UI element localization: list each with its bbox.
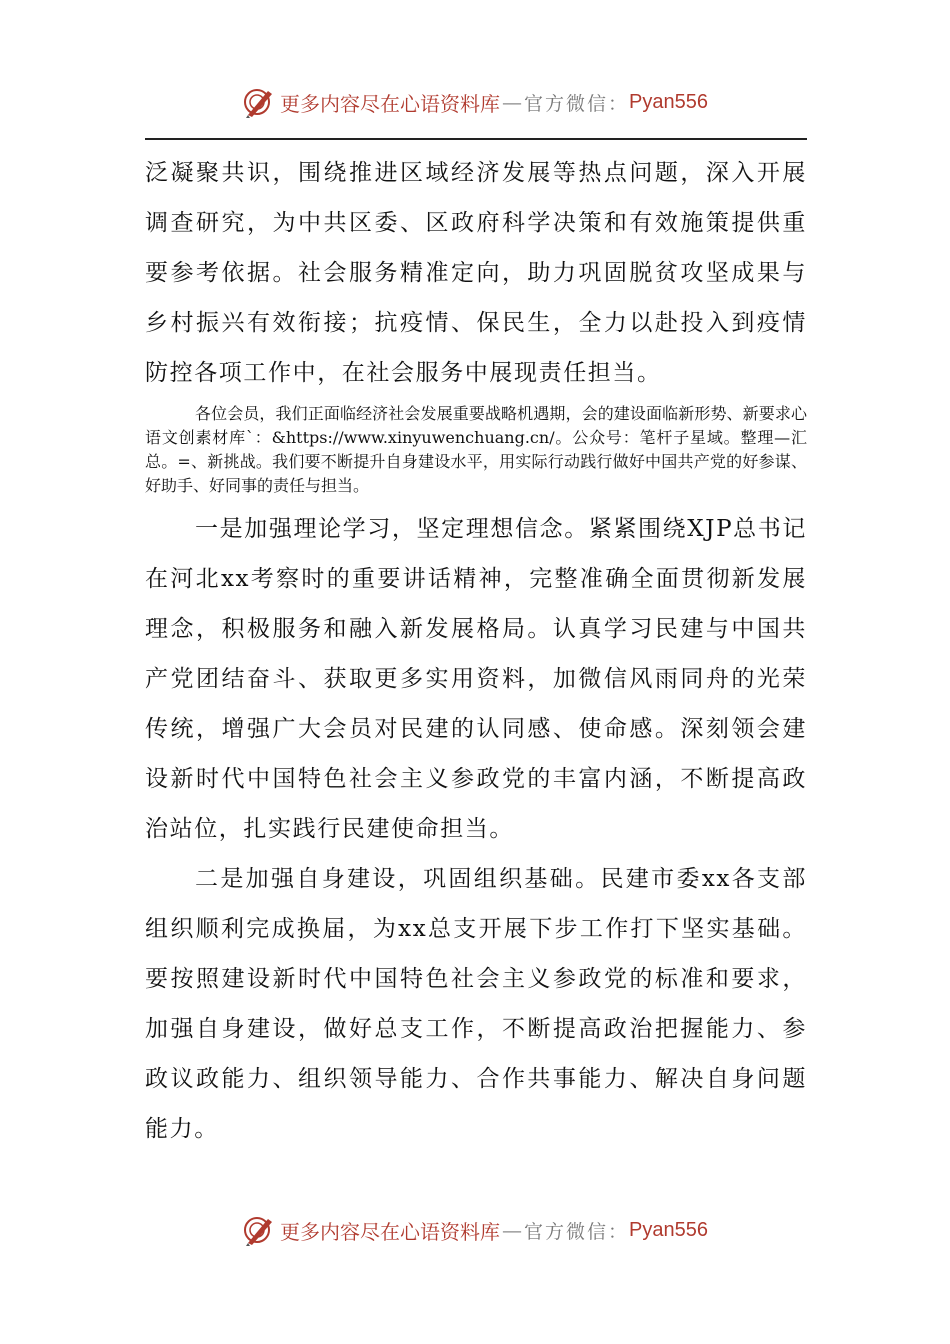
header-wechat-id: Pyan556 [629,90,708,113]
header-wechat-label: 官方微信： [524,92,630,115]
paragraph-2: 各位会员，我们正面临经济社会发展重要战略机遇期，会的建设面临新形势、新要求心语文创素材库`：&https://www.xinyuwenchuang.cn/。公众号：笔杆子星域。整理—汇总。=、新挑战。我们要不断提升自身建设水平，用实际行动践行做好中国共产党的好参谋、好助手、好同事的责任与担当。 [145,404,807,495]
paragraph-3: 一是加强理论学习，坚定理想信念。紧紧围绕XJP总书记在河北xx考察时的重要讲话精神，完整准确全面贯彻新发展理念，积极服务和融入新发展格局。认真学习民建与中国共产党团结奋斗、获取更多实用资料，加微信风雨同舟的光荣传统，增强广大会员对民建的认同感、使命感。深刻领会建设新时代中国特色社会主义参政党的丰富内涵，不断提高政治站位，扎实践行民建使命担当。 [145,516,807,842]
header-dash: — [502,90,522,114]
paragraph-4: 二是加强自身建设，巩固组织基础。民建市委xx各支部组织顺利完成换届，为xx总支开展下步工作打下坚实基础。要按照建设新时代中国特色社会主义参政党的标准和要求，加强自身建设，做好总支工作，不断提高政治把握能力、参政议政能力、组织领导能力、合作共事能力、解决自身问题能力。 [145,866,807,1142]
paragraph-1: 泛凝聚共识，围绕推进区域经济发展等热点问题，深入开展调查研究，为中共区委、区政府科学决策和有效施策提供重要参考依据。社会服务精准定向，助力巩固脱贫攻坚成果与乡村振兴有效衔接；抗疫情、保民生，全力以赴投入到疫情防控各项工作中，在社会服务中展现责任担当。 [145,160,807,386]
page-header [0,82,950,122]
pen-logo-icon [242,85,276,119]
header-divider [145,138,807,140]
footer-dash: — [502,1218,522,1242]
document-body [145,148,807,1154]
pen-logo-icon [242,1213,276,1247]
footer-wechat-id: Pyan556 [629,1218,708,1241]
header-site-text: 更多内容尽在心语资料库 [280,91,500,116]
page-footer [0,1210,950,1250]
footer-wechat-label: 官方微信： [524,1220,630,1243]
footer-site-text: 更多内容尽在心语资料库 [280,1219,500,1244]
